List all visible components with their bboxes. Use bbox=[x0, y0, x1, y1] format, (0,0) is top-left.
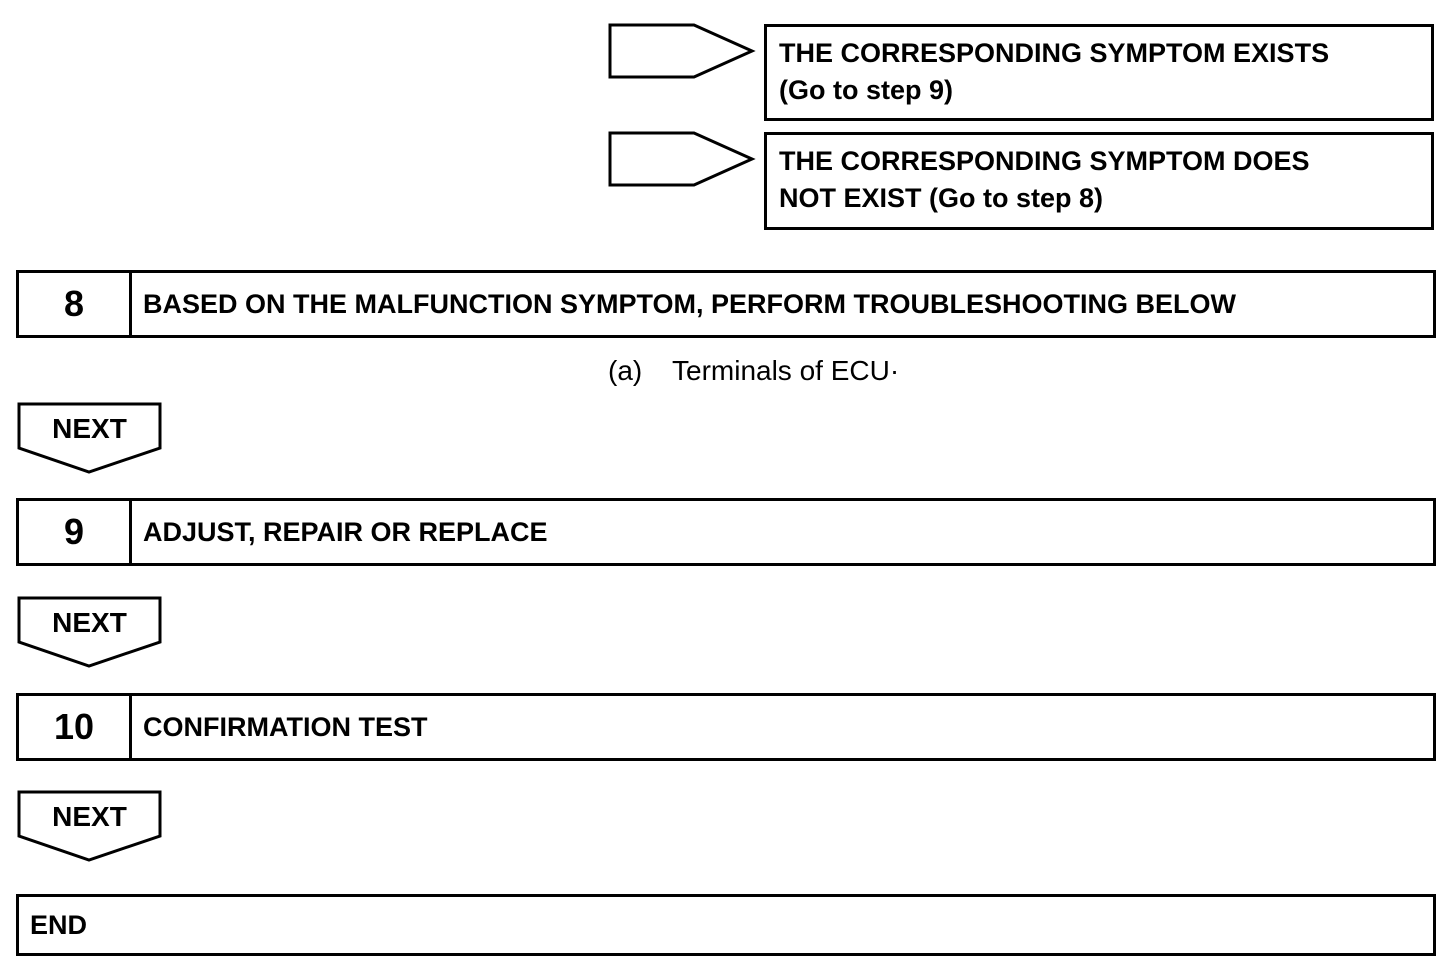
result-line: NOT EXIST (Go to step 8) bbox=[779, 183, 1104, 213]
result-line: THE CORRESPONDING SYMPTOM DOES bbox=[779, 146, 1310, 176]
step-title: CONFIRMATION TEST bbox=[143, 711, 428, 742]
next-arrow bbox=[17, 790, 162, 862]
result-symptom-exists bbox=[764, 24, 1434, 121]
sub-item-text: Terminals of ECU· bbox=[672, 355, 900, 386]
step-number: 9 bbox=[19, 501, 132, 563]
step-10 bbox=[16, 693, 1436, 761]
next-label: NEXT bbox=[52, 801, 127, 832]
step-9 bbox=[16, 498, 1436, 566]
step-title: ADJUST, REPAIR OR REPLACE bbox=[143, 516, 548, 547]
step-number: 8 bbox=[19, 273, 132, 335]
end-label: END bbox=[30, 909, 88, 940]
result-symptom-not-exist bbox=[764, 132, 1434, 230]
next-label: NEXT bbox=[52, 413, 127, 444]
branch-arrow-icon bbox=[608, 23, 756, 79]
step-8 bbox=[16, 270, 1436, 338]
step-number: 10 bbox=[19, 696, 132, 758]
sub-item-letter: (a) bbox=[608, 355, 643, 386]
next-arrow bbox=[17, 596, 162, 668]
result-line: (Go to step 9) bbox=[779, 75, 953, 105]
result-line: THE CORRESPONDING SYMPTOM EXISTS bbox=[779, 38, 1330, 68]
branch-arrow-icon bbox=[608, 131, 756, 187]
sub-item-a bbox=[608, 352, 899, 390]
next-label: NEXT bbox=[52, 607, 127, 638]
end-box bbox=[16, 894, 1436, 956]
next-arrow bbox=[17, 402, 162, 474]
step-title: BASED ON THE MALFUNCTION SYMPTOM, PERFORM TROUBLESHOOTING BELOW bbox=[143, 288, 1236, 319]
